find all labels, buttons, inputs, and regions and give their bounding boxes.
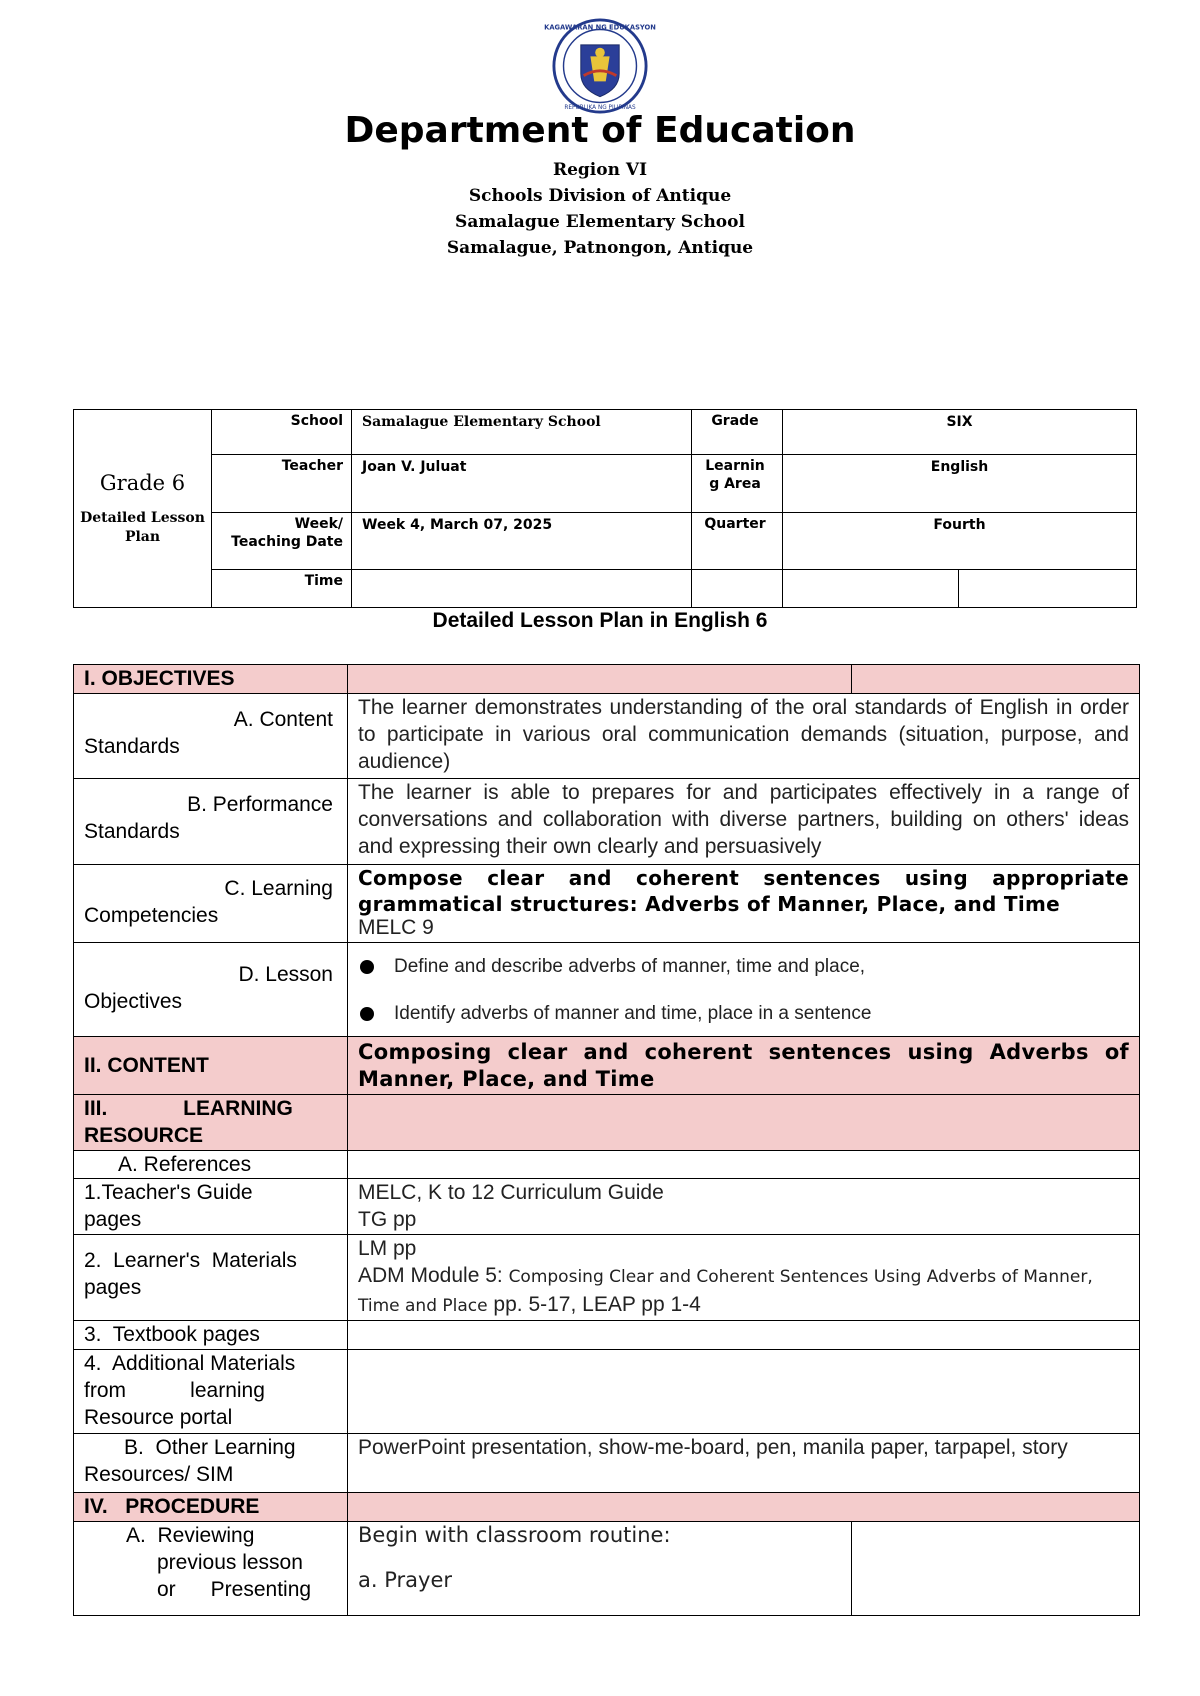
textbook-row	[74, 1321, 1140, 1350]
teachers-guide-text-2: TG pp	[358, 1208, 417, 1231]
textbook-empty	[348, 1321, 1140, 1350]
competencies-label-b: Competencies	[84, 904, 219, 927]
plan-title: Detailed Lesson Plan in English 6	[432, 609, 768, 632]
performance-standards-label-b: Standards	[84, 820, 180, 843]
svg-text:KAGAWARAN NG EDUKASYON: KAGAWARAN NG EDUKASYON	[544, 23, 656, 32]
objectives-row	[74, 665, 1140, 694]
learners-materials-label	[74, 1235, 348, 1321]
teachers-guide-text-1: MELC, K to 12 Curriculum Guide	[358, 1181, 664, 1204]
additional-materials-label-b: from learning	[84, 1379, 265, 1402]
teachers-guide-label	[74, 1179, 348, 1235]
teachers-guide-label-a: 1.Teacher's Guide	[84, 1181, 253, 1204]
division-line: Schools Division of Antique	[468, 186, 732, 206]
review-label	[74, 1522, 348, 1616]
performance-standards-label-a: B. Performance	[187, 793, 333, 816]
school-value: Samalague Elementary School	[352, 410, 692, 455]
resources-heading-b: RESOURCE	[84, 1124, 204, 1147]
week-label-2: Teaching Date	[231, 534, 343, 550]
teacher-value: Joan V. Juluat	[352, 455, 692, 513]
teachers-guide-label-b: pages	[84, 1208, 142, 1231]
org-title: Department of Education	[344, 110, 856, 151]
additional-materials-empty	[348, 1350, 1140, 1434]
textbook-label: 3. Textbook pages	[74, 1321, 348, 1350]
content-heading: II. CONTENT	[74, 1037, 348, 1095]
procedure-heading: IV. PROCEDURE	[74, 1493, 348, 1522]
review-label-b: previous lesson	[157, 1551, 303, 1574]
other-resources-label	[74, 1434, 348, 1493]
performance-standards-row	[74, 779, 1140, 865]
lesson-objectives-cell	[348, 943, 1140, 1037]
resources-row	[74, 1095, 1140, 1151]
competencies-code: MELC 9	[358, 916, 434, 939]
review-label-c: or Presenting	[157, 1578, 312, 1601]
lesson-objective-text-2: Identify adverbs of manner and time, place in a sentence	[394, 1003, 872, 1024]
competencies-row	[74, 865, 1140, 943]
routine-cell	[348, 1522, 852, 1616]
review-row	[74, 1522, 1140, 1616]
week-label-1: Week/	[294, 516, 343, 532]
content-standards-text: The learner demonstrates understanding of the oral standards of English in order to participate in various oral communication demands (situation, purpose, and audience)	[348, 694, 1140, 779]
review-label-a: A. Reviewing	[126, 1524, 255, 1547]
school-label: School	[212, 410, 352, 455]
procedure-row	[74, 1493, 1140, 1522]
content-standards-label-a: A. Content	[233, 708, 333, 731]
lesson-objective-item	[358, 953, 1129, 980]
learning-area-label-2: g Area	[709, 476, 761, 492]
learners-materials-text-2a: ADM Module 5:	[358, 1264, 509, 1287]
grade-value: SIX	[783, 410, 1137, 455]
other-resources-row	[74, 1434, 1140, 1493]
grade-label: Grade	[692, 410, 783, 455]
content-row	[74, 1037, 1140, 1095]
time-empty-2	[783, 570, 959, 608]
quarter-value: Fourth	[783, 513, 1137, 570]
week-value: Week 4, March 07, 2025	[352, 513, 692, 570]
bullet-icon	[360, 1007, 374, 1021]
content-text: Composing clear and coherent sentences using Adverbs of Manner, Place, and Time	[348, 1037, 1140, 1095]
other-resources-label-b: Resources/ SIM	[84, 1463, 234, 1486]
address-line: Samalague, Patnongon, Antique	[446, 238, 754, 258]
performance-standards-label	[74, 779, 348, 865]
objectives-empty-2	[852, 665, 1140, 694]
time-empty-3	[959, 570, 1137, 608]
learners-materials-text-1: LM pp	[358, 1237, 417, 1260]
week-label	[212, 513, 352, 570]
references-label: A. References	[74, 1151, 348, 1179]
learners-materials-cell	[348, 1235, 1140, 1321]
content-standards-row	[74, 694, 1140, 779]
routine-intro: Begin with classroom routine:	[358, 1523, 671, 1547]
lesson-objectives-label-b: Objectives	[84, 990, 183, 1013]
content-standards-label-b: Standards	[84, 735, 180, 758]
teachers-guide-row	[74, 1179, 1140, 1235]
lesson-objectives-row	[74, 943, 1140, 1037]
learners-materials-text-2b: Composing Clear and Coherent Sentences Using Adverbs of Manner, Time and Place	[358, 1267, 1093, 1316]
objectives-heading: I. OBJECTIVES	[74, 665, 348, 694]
learners-materials-label-b: pages	[84, 1276, 142, 1299]
lesson-info-table	[73, 409, 1137, 608]
performance-standards-text: The learner is able to prepares for and participates effectively in a range of conversations and collaboration with diverse partners, building on others' ideas and expressing their own clearly and persuasively	[348, 779, 1140, 865]
region-line: Region VI	[552, 160, 648, 180]
competencies-text: Compose clear and coherent sentences using appropriate grammatical structures: Adverbs of Manner, Place, and Time	[358, 866, 1129, 916]
additional-materials-label	[74, 1350, 348, 1434]
time-empty-1	[692, 570, 783, 608]
school-line: Samalague Elementary School	[455, 212, 745, 232]
learners-materials-label-a: 2. Learner's Materials	[84, 1249, 297, 1272]
procedure-empty	[348, 1493, 1140, 1522]
learners-materials-text-2c: pp. 5-17, LEAP pp 1-4	[487, 1293, 701, 1316]
additional-materials-label-c: Resource portal	[84, 1406, 233, 1429]
quarter-label: Quarter	[692, 513, 783, 570]
learning-area-label	[692, 455, 783, 513]
competencies-cell	[348, 865, 1140, 943]
learners-materials-row	[74, 1235, 1140, 1321]
content-standards-label	[74, 694, 348, 779]
time-label: Time	[212, 570, 352, 608]
competencies-label-a: C. Learning	[224, 877, 333, 900]
dlp-label-2: Plan	[124, 528, 161, 545]
bullet-icon	[360, 960, 374, 974]
teacher-label: Teacher	[212, 455, 352, 513]
time-value	[352, 570, 692, 608]
resources-heading	[74, 1095, 348, 1151]
resources-heading-a: III. LEARNING	[84, 1097, 293, 1120]
resources-empty	[348, 1095, 1140, 1151]
deped-seal-logo	[544, 18, 656, 114]
lesson-objectives-label	[74, 943, 348, 1037]
references-empty	[348, 1151, 1140, 1179]
learning-area-value: English	[783, 455, 1137, 513]
grade-label-cell	[74, 410, 212, 608]
routine-item: a. Prayer	[358, 1568, 452, 1592]
lesson-objective-item	[358, 1000, 1129, 1027]
lesson-plan-table	[73, 664, 1140, 1616]
lesson-objective-text-1: Define and describe adverbs of manner, time and place,	[394, 956, 866, 977]
objectives-empty-1	[348, 665, 852, 694]
review-notes-empty	[852, 1522, 1140, 1616]
lesson-objectives-label-a: D. Lesson	[238, 963, 333, 986]
other-resources-label-a: B. Other Learning	[124, 1436, 296, 1459]
learning-area-label-1: Learnin	[705, 458, 765, 474]
competencies-label	[74, 865, 348, 943]
other-resources-text: PowerPoint presentation, show-me-board, pen, manila paper, tarpapel, story	[348, 1434, 1140, 1493]
teachers-guide-cell	[348, 1179, 1140, 1235]
additional-materials-row	[74, 1350, 1140, 1434]
dlp-label-1: Detailed Lesson	[80, 509, 205, 526]
grade-heading: Grade 6	[99, 470, 186, 495]
svg-text:REPUBLIKA NG PILIPINAS: REPUBLIKA NG PILIPINAS	[564, 105, 636, 112]
additional-materials-label-a: 4. Additional Materials	[84, 1352, 296, 1375]
references-row	[74, 1151, 1140, 1179]
